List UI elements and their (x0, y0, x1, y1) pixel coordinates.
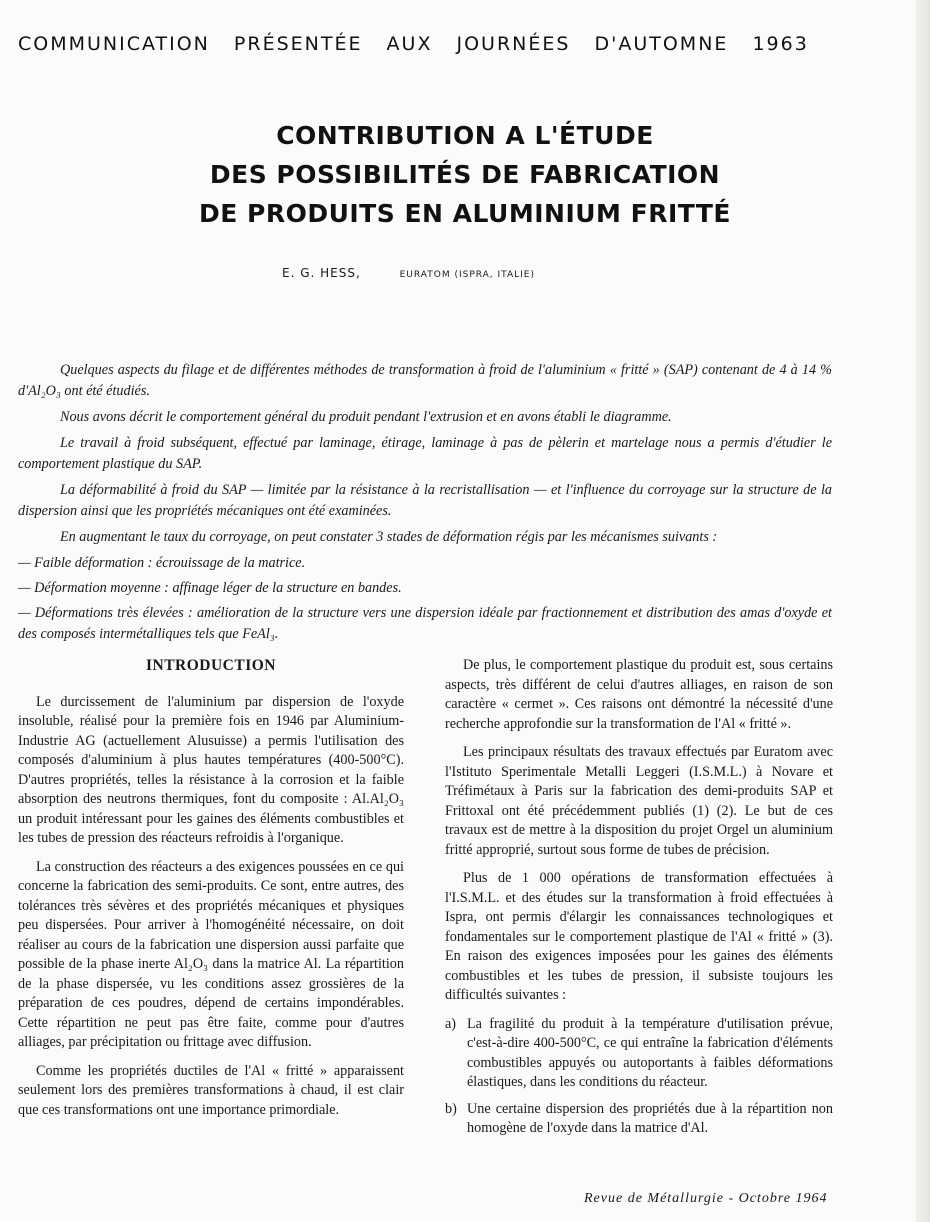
list-item-b (445, 1100, 833, 1139)
author-line (282, 266, 535, 280)
abstract-dash-item: — Déformations très élevées : amélioration de la structure vers une dispersion idéale par fractionnement et distribution des amas d'oxyde et des composés intermétalliques tels que FeAl₃. (18, 605, 832, 642)
list-item-label: a) (445, 1015, 457, 1032)
abstract-paragraph: La déformabilité à froid du SAP — limitée par la résistance à la recristallisation — et l'influence du corroyage sur la structure de la dispersion ainsi que les propriétés mécaniques ont été examinées. (18, 482, 832, 519)
body-paragraph: Comme les propriétés ductiles de l'Al « fritté » apparaissent seulement lors des premières transformations à chaud, il est clair que ces transformations ont une importance primordiale. (18, 1062, 404, 1118)
list-item-label: b) (445, 1100, 457, 1117)
body-paragraph: De plus, le comportement plastique du produit est, sous certains aspects, très différent de celui d'autres alliages, en raison de son caractère « cermet ». Ces raisons ont démontré la nécessité d'une recherche approfondie sur la transformation de l'Al « fritté ». (445, 657, 833, 732)
section-heading-introduction: INTRODUCTION (145, 657, 276, 674)
body-paragraph: Le durcissement de l'aluminium par dispersion de l'oxyde insoluble, réalisé pour la première fois en 1946 par Aluminium-Industrie AG (actuellement Alusuisse) a permis l'utilisation des composés d'aluminium à plus hautes températures (400-500°C). D'autres propriétés, telles la résistance à la corrosion et la faible absorption des neutrons thermiques, font du composite : Al.Al₂O₃ un produit intéressant pour les gaines des éléments combustibles et les tubes de pression des réacteurs refroidis à l'organique. (18, 693, 404, 846)
list-item-text: La fragilité du produit à la température d'utilisation prévue, c'est-à-dire 400-500°C, ce qui entraîne la fabrication d'éléments combustibles appuyés ou autoportants à faibles déformations élastiques, dans les conditions du réacteur. (467, 1015, 833, 1090)
list-item-a (445, 1015, 833, 1093)
left-column (18, 656, 404, 1129)
title-line-3: DE PRODUITS EN ALUMINIUM FRITTÉ (198, 199, 732, 228)
list-item-text: Une certaine dispersion des propriétés due à la répartition non homogène de l'oxyde dans la matrice d'Al. (467, 1100, 833, 1136)
abstract-paragraph: Nous avons décrit le comportement général du produit pendant l'extrusion et en avons établi le diagramme. (60, 409, 672, 425)
author-affiliation: EURATOM (ISPRA, ITALIE) (399, 270, 536, 280)
body-paragraph: Les principaux résultats des travaux effectués par Euratom avec l'Istituto Sperimentale Metalli Leggeri (I.S.M.L.) à Novare et Tréfimétaux à Paris sur la fabrication des demi-produits SAP et Frittoxal ont été précédemment publiés (1) (2). Le but de ces travaux est de mettre à la disposition du projet Orgel un aluminium fritté approprié, surtout sous forme de tubes de précision. (445, 744, 833, 858)
body-paragraph: Plus de 1 000 opérations de transformation effectuées à l'I.S.M.L. et des études sur la transformation à froid effectuées à Ispra, ont permis d'élargir les connaissances technologiques et fondamentales sur le comportement plastique de l'Al « fritté » (3). En raison des exigences imposées pour les gaines des éléments combustibles et les tubes de pression, il subsiste toujours les difficultés suivantes : (445, 870, 833, 1003)
page-header: COMMUNICATION PRÉSENTÉE AUX JOURNÉES D'AUTOMNE 1963 (18, 33, 809, 55)
abstract-dash-item: — Faible déformation : écrouissage de la matrice. (18, 555, 306, 571)
abstract-paragraph: En augmentant le taux du corroyage, on peut constater 3 stades de déformation régis par les mécanismes suivants : (60, 529, 718, 545)
title-line-2: DES POSSIBILITÉS DE FABRICATION (209, 160, 721, 189)
abstract-paragraph: Le travail à froid subséquent, effectué par laminage, étirage, laminage à pas de pèlerin et martelage nous a permis d'étudier le comportement plastique du SAP. (18, 435, 832, 472)
abstract (18, 360, 832, 649)
body-paragraph: La construction des réacteurs a des exigences poussées en ce qui concerne la fabrication des semi-produits. Ce sont, entre autres, des tolérances très sévères et des propriétés mécaniques et physiques peu dispersées. Pour arriver à l'homogénéité nécessaire, on doit réaliser au cours de la fabrication une dispersion aussi parfaite que possible de la phase inerte Al₂O₃ dans la matrice Al. La répartition de la phase dispersée, vu les conditions assez grossières de la préparation de ces poudres, dépend de certains impondérables. Cette répartition ne peut pas être faite, comme pour d'autres alliages, par précipitation ou frittage avec diffusion. (18, 858, 404, 1050)
title-line-1: CONTRIBUTION A L'ÉTUDE (276, 121, 654, 150)
page-footer: Revue de Métallurgie - Octobre 1964 (584, 1191, 828, 1206)
article-title (0, 116, 930, 233)
abstract-dash-item: — Déformation moyenne : affinage léger de la structure en bandes. (18, 580, 402, 596)
right-column (445, 656, 833, 1146)
abstract-paragraph: Quelques aspects du filage et de différentes méthodes de transformation à froid de l'aluminium « fritté » (SAP) contenant de 4 à 14 % d'Al₂O₃ ont été étudiés. (18, 362, 832, 399)
author-name: E. G. HESS, (282, 266, 361, 280)
